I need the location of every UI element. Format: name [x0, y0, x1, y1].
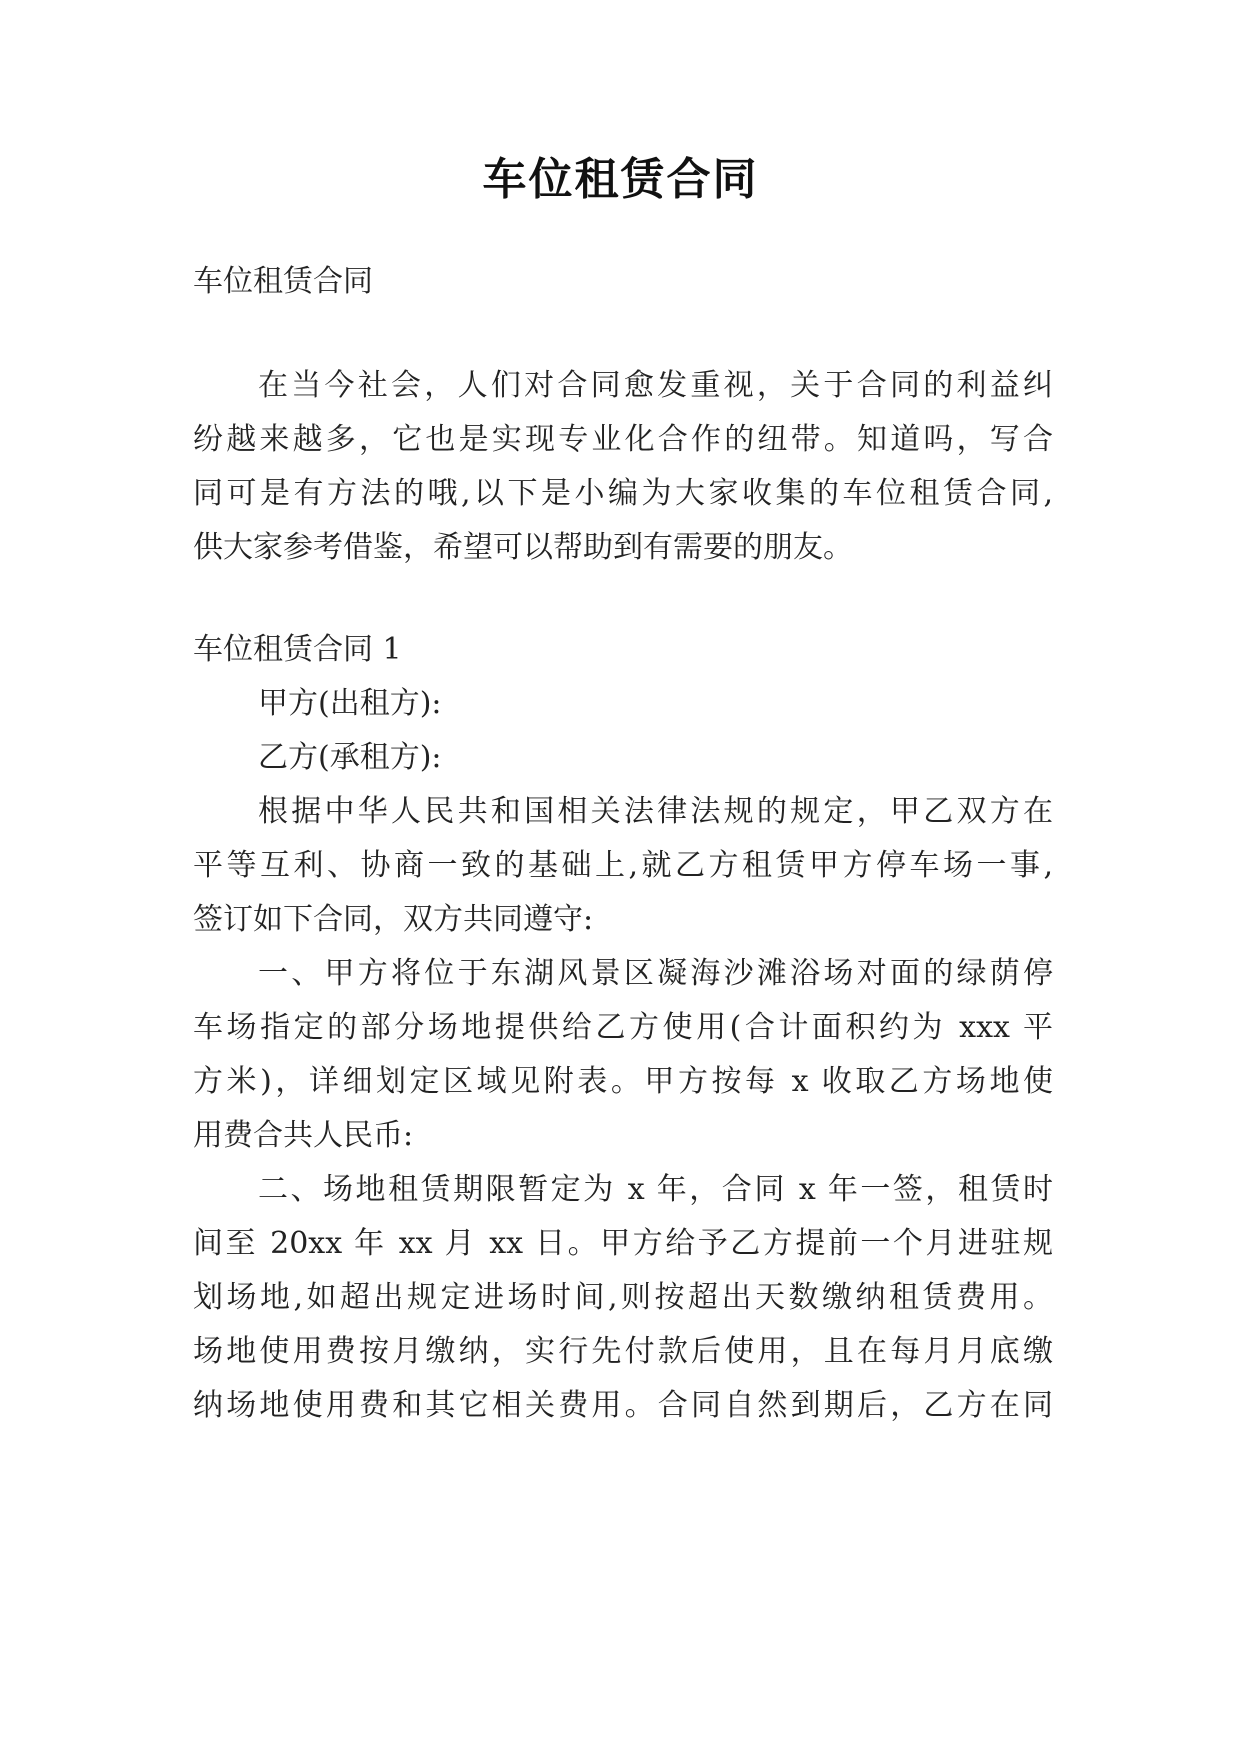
clause-1-line: 方米)，详细划定区域见附表。甲方按每 x 收取乙方场地使: [193, 1064, 1053, 1099]
clause-1-line: 一、甲方将位于东湖风景区凝海沙滩浴场对面的绿荫停: [258, 956, 1053, 991]
intro-paragraph-line: 同可是有方法的哦,以下是小编为大家收集的车位租赁合同,: [193, 476, 1053, 511]
party-a-label: 甲方(出租方):: [258, 686, 442, 721]
document-subtitle: 车位租赁合同: [193, 264, 373, 299]
preamble-line: 平等互利、协商一致的基础上,就乙方租赁甲方停车场一事,: [193, 848, 1053, 883]
clause-2-line: 纳场地使用费和其它相关费用。合同自然到期后，乙方在同: [193, 1388, 1053, 1423]
party-b-label: 乙方(承租方):: [258, 740, 442, 775]
clause-1-line: 用费合共人民币:: [193, 1118, 414, 1153]
preamble-line: 签订如下合同，双方共同遵守:: [193, 902, 594, 937]
document-title: 车位租赁合同: [482, 154, 759, 205]
intro-paragraph-line: 供大家参考借鉴，希望可以帮助到有需要的朋友。: [193, 530, 853, 565]
preamble-line: 根据中华人民共和国相关法律法规的规定，甲乙双方在: [258, 794, 1053, 829]
intro-paragraph-line: 在当今社会，人们对合同愈发重视，关于合同的利益纠: [258, 368, 1053, 403]
contract-heading: 车位租赁合同 1: [193, 632, 402, 667]
clause-2-line: 场地使用费按月缴纳，实行先付款后使用，且在每月月底缴: [193, 1334, 1053, 1369]
clause-1-line: 车场指定的部分场地提供给乙方使用(合计面积约为 xxx 平: [193, 1010, 1053, 1045]
clause-2-line: 划场地,如超出规定进场时间,则按超出天数缴纳租赁费用。: [193, 1280, 1053, 1315]
clause-2-line: 二、场地租赁期限暂定为 x 年，合同 x 年一签，租赁时: [258, 1172, 1053, 1207]
clause-2-line: 间至 20xx 年 xx 月 xx 日。甲方给予乙方提前一个月进驻规: [193, 1226, 1053, 1261]
intro-paragraph-line: 纷越来越多，它也是实现专业化合作的纽带。知道吗，写合: [193, 422, 1053, 457]
